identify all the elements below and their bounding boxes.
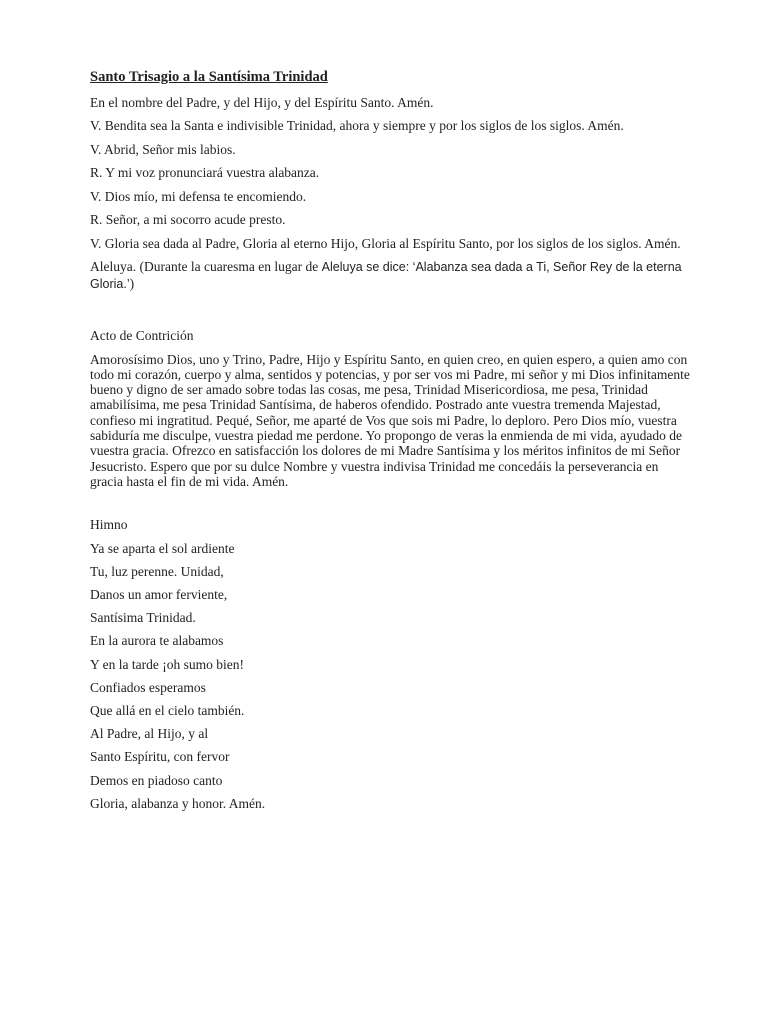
document-title: Santo Trisagio a la Santísima Trinidad [90, 69, 328, 85]
intro-paragraph-6: R. Señor, a mi socorro acude presto. [90, 212, 286, 227]
document-page [90, 70, 690, 819]
aleluya-paragraph [90, 259, 690, 292]
section-spacer-2 [90, 489, 690, 517]
himno-heading: Himno [90, 517, 128, 533]
hymn-line: Santo Espíritu, con fervor [90, 749, 230, 765]
intro-paragraph-3: V. Abrid, Señor mis labios. [90, 141, 236, 157]
hymn-line: En la aurora te alabamos [90, 633, 224, 649]
hymn-line: Santísima Trinidad. [90, 610, 196, 626]
hymn-line: Ya se aparta el sol ardiente [90, 540, 235, 556]
aleluya-text-sans: Aleluya se dice: ‘Alabanza sea dada a Ti, Señor Rey de la eterna Gloria.’ [90, 260, 682, 291]
intro-paragraph-1: En el nombre del Padre, y del Hijo, y del Espíritu Santo. Amén. [90, 94, 434, 110]
acto-body: Amorosísimo Dios, uno y Trino, Padre, Hijo y Espíritu Santo, en quien creo, en quien espero, a quien amo con todo mi corazón, cuerpo y alma, sentidos y potencias, y por ser vos mi Padre, mi señor y mi Dios infinitamente bueno y digno de ser amado sobre todas las cosas, me pesa, Trinidad Misericordiosa, me pesa, Trinidad amabilísima, me pesa Trinidad Santísima, de haberos ofendido. Postrado ante vuestra tremenda Majestad, confieso mi ingratitud. Pequé, Señor, me aparté de Vos que sois mi Padre, lo deploro. Pero Dios mío, vuestra sabiduría me disculpe, vuestra piedad me perdone. Yo propongo de veras la enmienda de mi vida, ayudado de vuestra gracia. Ofrezco en satisfacción los dolores de mi Madre Santísima y los méritos infinitos de mi Señor Jesucristo. Espero que por su dulce Nombre y vuestra indivisa Trinidad me concedáis la perseverancia en gracia hasta el fin de mi vida. Amén. [90, 351, 690, 489]
hymn-line: Que allá en el cielo también. [90, 702, 245, 718]
hymn-line: Y en la tarde ¡oh sumo bien! [90, 656, 244, 672]
intro-paragraph-4: R. Y mi voz pronunciará vuestra alabanza. [90, 165, 320, 180]
hymn-line: Tu, luz perenne. Unidad, [90, 563, 224, 579]
aleluya-text-serif: Aleluya. (Durante la cuaresma en lugar de [90, 259, 322, 274]
intro-paragraph-5: V. Dios mío, mi defensa te encomiendo. [90, 188, 307, 204]
hymn-line: Danos un amor ferviente, [90, 587, 228, 603]
hymn-line: Confiados esperamos [90, 679, 206, 695]
intro-paragraph-2: V. Bendita sea la Santa e indivisible Trinidad, ahora y siempre y por los siglos de los siglos. Amén. [90, 118, 624, 133]
intro-paragraph-7: V. Gloria sea dada al Padre, Gloria al eterno Hijo, Gloria al Espíritu Santo, por los siglos de los siglos. Amén. [90, 235, 681, 251]
aleluya-text-close: ) [129, 275, 135, 291]
acto-heading: Acto de Contrición [90, 328, 194, 343]
section-spacer [90, 300, 690, 328]
hymn-line: Gloria, alabanza y honor. Amén. [90, 795, 266, 811]
hymn-line: Demos en piadoso canto [90, 772, 223, 788]
hymn-line: Al Padre, al Hijo, y al [90, 726, 209, 742]
